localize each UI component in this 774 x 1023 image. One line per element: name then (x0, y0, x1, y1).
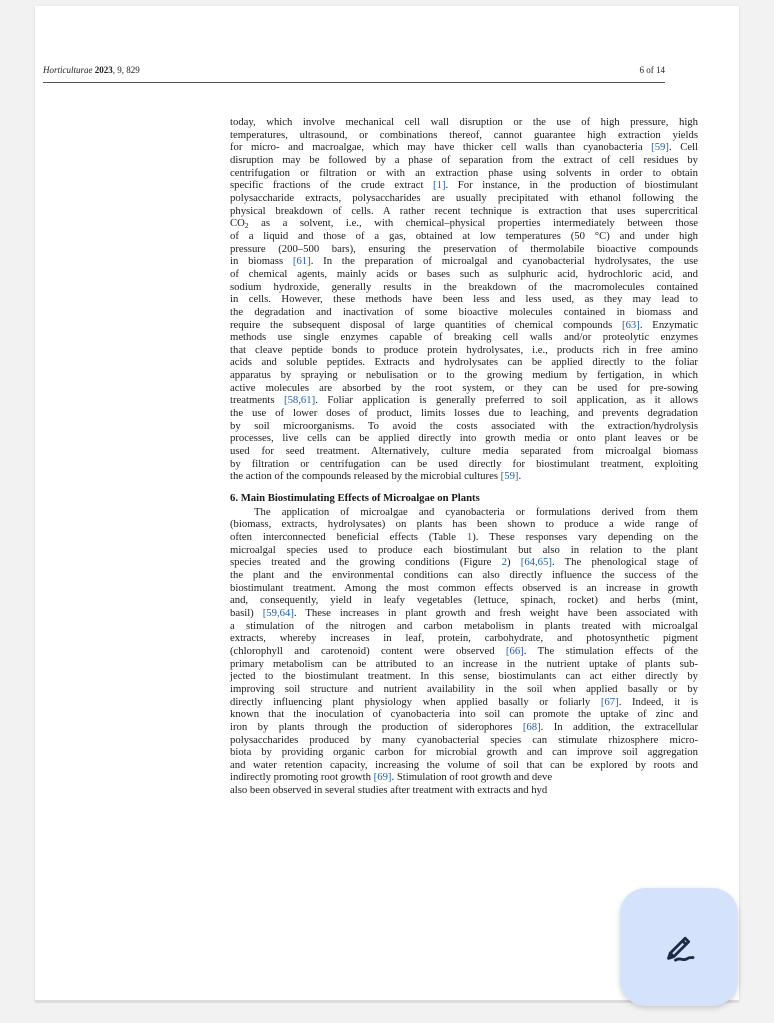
citation-link[interactable]: [64,65] (520, 556, 552, 569)
text-line: also been observed in several studies after treatment with extracts and hyd (230, 784, 548, 797)
text-line: used for seed treatment. Alternatively, culture media separated from microalgal biomass (230, 445, 698, 458)
citation-link[interactable]: [63] (622, 318, 640, 331)
text-line: polysaccharide extracts, polysaccharides are usually precipitated with ethanol following the (230, 191, 698, 204)
citation-link[interactable]: [67] (600, 695, 619, 708)
text-line: processes, live cells can be applied directly into growth media or onto plant leaves or be (230, 432, 698, 445)
page-header (43, 65, 665, 79)
header-divider (43, 82, 665, 83)
text-line: for micro- and macroalgae, which may have thicker cell walls than cyanobacteria [59]. Cell (230, 141, 698, 154)
citation-link[interactable]: [59] (651, 141, 669, 154)
text-line: (chlorophyll and carotenoid) content were observed [66]. The stimulation effects of the (230, 644, 698, 657)
text-line: centrifugation or filtration or with an extraction phase using solvents in order to obtain (230, 166, 698, 179)
text-line: disruption may be followed by a phase of separation from the extract of cell residues by (230, 153, 698, 166)
text-line: by soil microorganisms. To avoid the costs associated with the extraction/hydrolysis (230, 419, 698, 432)
text-line: active molecules are absorbed by the root system, or they can be used for pre-sowing (230, 381, 698, 394)
text-line: microalgal species used to produce each biostimulant but also in relation to the plant (230, 543, 698, 556)
article-body (230, 116, 698, 797)
text-line: biota by providing organic carbon for microbial growth and can improve soil aggregation (230, 746, 698, 759)
citation-link[interactable]: [58,61] (284, 394, 316, 407)
text-line: specific fractions of the crude extract [1]. For instance, in the production of biostimulant (230, 179, 698, 192)
section-heading: 6. Main Biostimulating Effects of Microalgae on Plants (230, 492, 480, 505)
citation-link[interactable]: 2 (501, 556, 507, 569)
journal-citation: Horticulturae 2023, 9, 829 (43, 65, 140, 75)
text-line: the use of lower doses of product, limits losses due to leaching, and prevents degradation (230, 407, 698, 420)
text-line: jected to the biostimulant treatment. In this sense, biostimulants can act either directly by (230, 670, 698, 683)
text-line: pressure (200–500 bars), ensuring the preservation of thermolabile bioactive compounds (230, 242, 698, 255)
text-line: treatments [58,61]. Foliar application is generally preferred to soil application, as it allows (230, 394, 698, 407)
text-line: improving soil structure and nutrient availability in the soil when applied basally or by (230, 682, 698, 695)
text-line: iron by plants through the production of siderophores [68]. In addition, the extracellular (230, 720, 699, 733)
text-line: basil) [59,64]. These increases in plant growth and fresh weight have been associated with (230, 606, 698, 619)
citation-link[interactable]: [69] (373, 771, 392, 784)
citation-link[interactable]: [66] (505, 644, 524, 657)
text-line: that cleave peptide bonds to produce protein hydrolysates, i.e., products rich in free amino (230, 343, 698, 356)
text-line: require the subsequent disposal of large quantities of chemical compounds [63]. Enzymatic (230, 318, 698, 331)
citation-link[interactable]: [1] (433, 179, 446, 192)
text-line: species treated and the growing conditions (Figure 2) [64,65]. The phenological stage of (230, 556, 698, 569)
text-line: (biomass, extracts, hydrolysates) on plants has been shown to produce a wide range of (230, 518, 698, 531)
text-line: the action of the compounds released by the microbial cultures [59]. (230, 470, 522, 483)
text-line: sodium hydroxide, generally results in the breakdown of the macromolecules contained (230, 280, 698, 293)
text-line: primary metabolism can be attributed to an increase in the nutrient uptake of plants sub- (230, 657, 698, 670)
annotate-button[interactable] (620, 888, 738, 1006)
citation-link[interactable]: 1 (466, 531, 473, 543)
text-line: The application of microalgae and cyanobacteria or formulations derived from them (254, 505, 698, 518)
text-line: a stimulation of the nitrogen and carbon metabolism in plants treated with microalgal (230, 619, 698, 632)
text-line: in cells. However, these methods have been less and less used, as they may lead to (230, 293, 698, 306)
text-line: known that the inoculation of cyanobacteria into soil can promote the uptake of zinc and (230, 708, 698, 721)
citation-link[interactable]: [59] (500, 470, 519, 483)
text-line: $CO_2$ as a solvent, i.e., with chemical–physical properties intermediately between those (230, 217, 698, 231)
text-line: today, which involve mechanical cell wall disruption or the use of high pressure, high (230, 116, 698, 128)
citation-link[interactable]: [59,64] (262, 606, 294, 619)
text-line: in biomass [61]. In the preparation of microalgal and cyanobacterial hydrolysates, the use (230, 255, 698, 268)
pen-edit-icon (658, 926, 700, 968)
text-line: biostimulant treatment. Among the most common effects observed is an increase in growth (230, 581, 698, 594)
page-number: 6 of 14 (639, 65, 665, 75)
text-line: acids and soluble peptides. Extracts and hydrolysates can be applied directly to the foliar (230, 356, 698, 369)
text-line: physical breakdown of cells. A rather recent technique is extraction that uses supercritical (230, 204, 698, 217)
text-line: by filtration or centrifugation can be used directly for biostimulant treatment, exploiting (230, 457, 698, 470)
text-line: and water retention capacity, increasing the volume of soil that can be explored by roots and (230, 758, 698, 771)
text-line: often interconnected beneficial effects (Table 1). These responses vary depending on the (230, 531, 698, 543)
text-line: indirectly promoting root growth [69]. Stimulation of root growth and deve (230, 771, 553, 784)
text-line: and, consequently, yield in leafy vegetables (lettuce, spinach, rocket) and herbs (mint, (230, 594, 698, 607)
citation-link[interactable]: [68] (522, 720, 541, 733)
text-line: extracts, whereby increases in leaf, protein, carbohydrate, and photosynthetic pigment (230, 632, 698, 645)
citation-link[interactable]: [61] (292, 255, 311, 268)
text-line: methods use single enzymes capable of breaking cell walls and/or proteolytic enzymes (230, 331, 698, 344)
paragraph-extraction-methods (230, 116, 698, 483)
text-line: of a liquid and those of a gas, obtained at low temperatures (50 °C) and under high (230, 229, 698, 242)
text-line: of chemical agents, mainly acids or bases such as sulphuric acid, hydrochloric acid, and (230, 267, 698, 280)
text-line: directly influencing plant physiology when applied basally or foliarly [67]. Indeed, it is (230, 695, 698, 708)
text-line: apparatus by spraying or nebulisation or to the growing medium by fertigation, in which (230, 369, 698, 382)
text-line: polysaccharides produced by many cyanobacterial species can stimulate rhizosphere micro- (230, 733, 698, 746)
paragraph-biostimulating-effects (230, 506, 698, 797)
text-line: temperatures, ultrasound, or combinations thereof, cannot guarantee high extraction yields (230, 128, 698, 141)
text-line: the degradation and inactivation of some bioactive molecules contained in biomass and (230, 305, 698, 318)
text-line: the plant and the environmental conditions can also directly influence the success of the (230, 568, 698, 581)
